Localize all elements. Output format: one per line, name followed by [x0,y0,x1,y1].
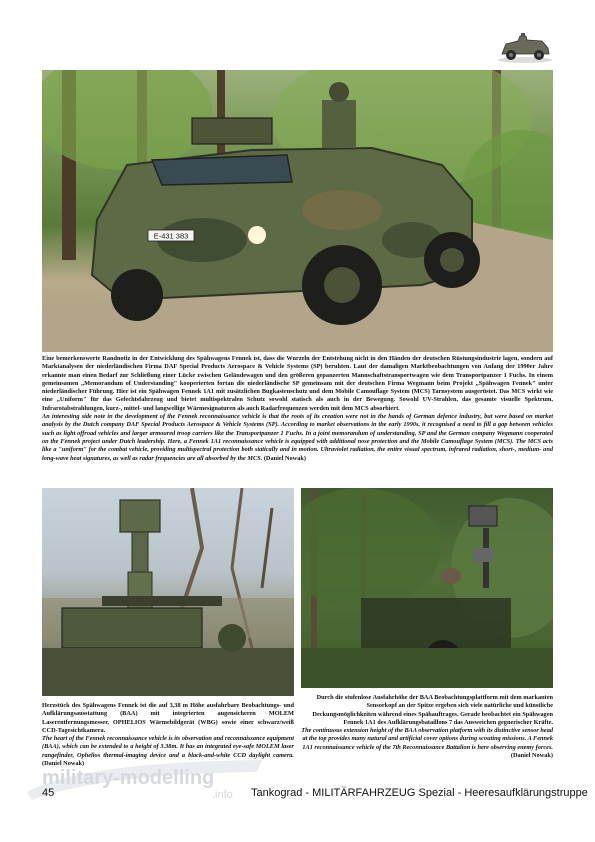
caption-top-english: An interesting side note in the development of the Fennek reconnaissance vehicle is that the roots of its creation were not in the hands of German defence industry, but were based on market analysis by the Dutch company DAF Special Products Aerospace & Vehicle Systems (SP). According to market observations in the early 1990s, it recognised a need to fill a gap between vehicles such as light offroad vehicles and larger armoured troop carriers like the Transportpanzer 1 Fuchs. In a joint memorandum of understanding, SP and the German company Wegmann cooperated on the Fennek project under Dutch leadership. Here, a Fennek 1A1 reconnaissance vehicle is equipped with additional nose protection and the Mobile Camouflage System (MCS). The MCS acts like a "uniform" for the combat vehicle, providing multispectral protection both statically and in motion. Ultraviolet radiation, the entire visual spectrum, infrared radiation, short-, medium- and long-wave heat signatures, as well as radar frequencies are all absorbed by the MCS. [42,413,553,462]
footer-title: Tankograd - MILITÄRFAHRZEUG Spezial - Heeresaufklärungstruppe [251,787,588,799]
fennek-scene-illustration [42,70,553,352]
caption-right-german: Durch die stufenlose Ausfahrhöhe der BAA Beobachtungsplattform mit dem markanten Sensorkopf an der Spitze ergeben sich viele natürliche und künstliche Deckungsmöglichkeiten während eines Spähauftrages. Gerade beobachtet ein Spähwagen Fennek 1A1 des Aufklärungsbataillons 7 das Ausweichen gegnerischer Kräfte. [312,694,553,726]
caption-right [301,694,553,760]
license-plate: E-431 383 [153,231,189,241]
caption-right-english: The continuous extension height of the BAA observation platform with its distinctive sensor head at the top provides many natural and artificial cover options during scouting missions. A Fennek 1A1 reconnaissance vehicle of the 7th Reconnaissance Battalion is here observing enemy forces. [301,727,553,751]
caption-right-credit: (Daniel Nowak) [510,752,553,760]
caption-left [42,702,294,768]
page-number: 45 [42,787,55,799]
watermark-suffix: .info [212,789,233,801]
photo-baa-sensor-mast [42,488,294,696]
caption-left-credit: (Daniel Nowak) [42,760,85,768]
caption-top [42,355,553,463]
observation-scene-illustration [301,488,553,688]
caption-top-german: Eine bemerkenswerte Randnotiz in der Entwicklung des Spähwagens Fennek ist, dass die Wurzeln der Entstehung nicht in den Händen der deutschen Rüstungsindustrie lagen, sondern auf Marktanalysen der niederländischen Firma DAF Special Products Aerospace & Vehicle Systems (SP) beruhten. Laut der damaligen Marktbeobachtungen von Anfang der 1990er Jahre erkannte man einen Bedarf zur Schließung einer Lücke zwischen Geländewagen und den größeren gepanzerten Mannschaftstransportwagen wie dem Transportpanzer 1 Fuchs. In einem gemeinsamen „Memorandum of Understanding" kooperierten fortan die niederländische SP gemeinsam mit der deutschen Firma Wegmann beim Projekt „Spähwagen Fennek" unter niederländischer Führung. Hier ist ein Spähwagen Fennek 1A1 mit zusätzlichen Bugkastenschutz und dem Mobile Camouflage System (MCS) Tarnsystem ausgerüstet. Das MCS wirkt wie eine „Uniform" für das Gefechtsfahrzeug und bietet multispektralen Schutz sowohl statisch als auch in der Bewegung. Sowohl UV-Strahlen, das gesamte visuelle Spektrum, Infrarotabstrahlungen, kurz-, mittel- und langwellige Wärmesignaturen als auch Radarfrequenzen werden mit dem MCS absorbiert. [42,355,553,412]
caption-left-german: Herzstück des Spähwagens Fennek ist die auf 3,38 m Höhe ausfahrbare Beobachtungs- und Aufklärungsausstattung (BAA) mit integrierten augensicheren MOLEM Laserentfernungsmesser, OPHELIOS Wärmebildgerät (WBG) sowie einer schwarz/weiß CCD-Tagesichtkamera. [42,702,294,734]
watermark-text: military-modelling [42,767,215,789]
main-photo-fennek-vehicle [42,70,553,352]
photo-fennek-observing [301,488,553,688]
sensor-mast-illustration [42,488,294,696]
caption-top-credit: (Daniel Nowak) [263,454,306,462]
vehicle-logo-icon [496,30,554,64]
caption-left-english: The heart of the Fennek reconnaissance vehicle is its observation and reconnaissance equipment (BAA), which can be extended to a height of 3.38m. It has an integrated eye-safe MOLEM laser rangefinder, Ophelios thermal-imaging device and a black-and-white CCD daylight camera. [42,735,294,759]
